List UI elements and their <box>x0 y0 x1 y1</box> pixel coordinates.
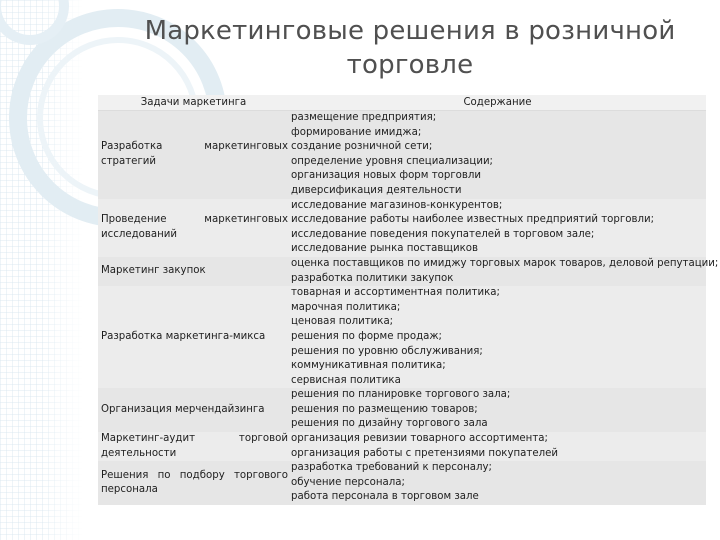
task-label: Решения по подбору торгового персонала <box>101 469 288 496</box>
content-line: решения по форме продаж; <box>291 330 442 342</box>
task-label: Разработка маркетинговых стратегий <box>101 141 288 167</box>
table-header <box>98 95 706 111</box>
content-line: решения по размещению товаров; <box>291 403 478 415</box>
content-line: марочная политика; <box>291 301 401 313</box>
content-line: разработка требований к персоналу; <box>291 462 492 474</box>
content-line: оценка поставщиков по имиджу торговых марок товаров, деловой репутации; <box>291 257 719 269</box>
task-cell <box>98 286 289 388</box>
content-line: товарная и ассортиментная политика; <box>291 287 500 299</box>
task-label: Разработка маркетинга-микса <box>101 330 266 342</box>
marketing-table <box>98 95 719 505</box>
task-cell <box>98 388 289 432</box>
table-body <box>98 111 719 505</box>
content-line: определение уровня специализации; <box>291 155 493 167</box>
table-row <box>98 461 706 505</box>
task-cell <box>98 461 289 505</box>
task-cell <box>98 199 289 257</box>
content-cell <box>289 432 706 461</box>
table-row <box>98 257 719 286</box>
content-line: размещение предприятия; <box>291 112 437 123</box>
content-line: решения по уровню обслуживания; <box>291 345 483 357</box>
task-cell <box>98 257 289 286</box>
task-label: Маркетинг-аудит торговой деятельности <box>101 433 288 459</box>
task-label: Маркетинг закупок <box>101 265 206 277</box>
content-line: обучение персонала; <box>291 476 405 488</box>
slide-title: Маркетинговые решения в розничной торговле <box>144 16 676 80</box>
content-line: решения по дизайну торгового зала <box>291 418 488 430</box>
content-line: диверсификация деятельности <box>291 184 462 196</box>
content-cell <box>289 199 706 257</box>
content-line: организация работы с претензиями покупателей <box>291 447 558 459</box>
content-line: ценовая политика; <box>291 316 394 328</box>
content-line: создание розничной сети; <box>291 141 433 153</box>
table-row <box>98 286 706 388</box>
table-row <box>98 432 706 461</box>
task-cell <box>98 432 289 461</box>
content-line: исследование рынка поставщиков <box>291 243 479 255</box>
header-content: Содержание <box>463 97 532 108</box>
table-row <box>98 199 706 257</box>
content-cell <box>289 461 706 505</box>
content-line: исследование работы наиболее известных предприятий торговли; <box>291 214 655 226</box>
content-line: исследование магазинов-конкурентов; <box>291 199 503 211</box>
content-line: разработка политики закупок <box>291 272 454 284</box>
content-line: решения по планировке торгового зала; <box>291 389 511 401</box>
content-line: коммуникативная политика; <box>291 360 446 372</box>
content-line: работа персонала в торговом зале <box>291 491 479 503</box>
content-cell <box>289 286 706 388</box>
content-line: организация новых форм торговли <box>291 170 482 182</box>
content-cell <box>289 111 706 199</box>
content-line: исследование поведения покупателей в торговом зале; <box>291 228 595 240</box>
task-label: Проведение маркетинговых исследований <box>101 214 288 240</box>
task-label: Организация мерчендайзинга <box>101 403 265 415</box>
content-line: формирование имиджа; <box>291 126 422 138</box>
header-tasks: Задачи маркетинга <box>140 97 247 108</box>
content-cell <box>289 257 719 286</box>
content-cell <box>289 388 706 432</box>
table-row <box>98 111 706 199</box>
table-row <box>98 388 706 432</box>
task-cell <box>98 111 289 199</box>
content-line: сервисная политика <box>291 374 401 386</box>
content-line: организация ревизии товарного ассортимента; <box>291 433 548 445</box>
